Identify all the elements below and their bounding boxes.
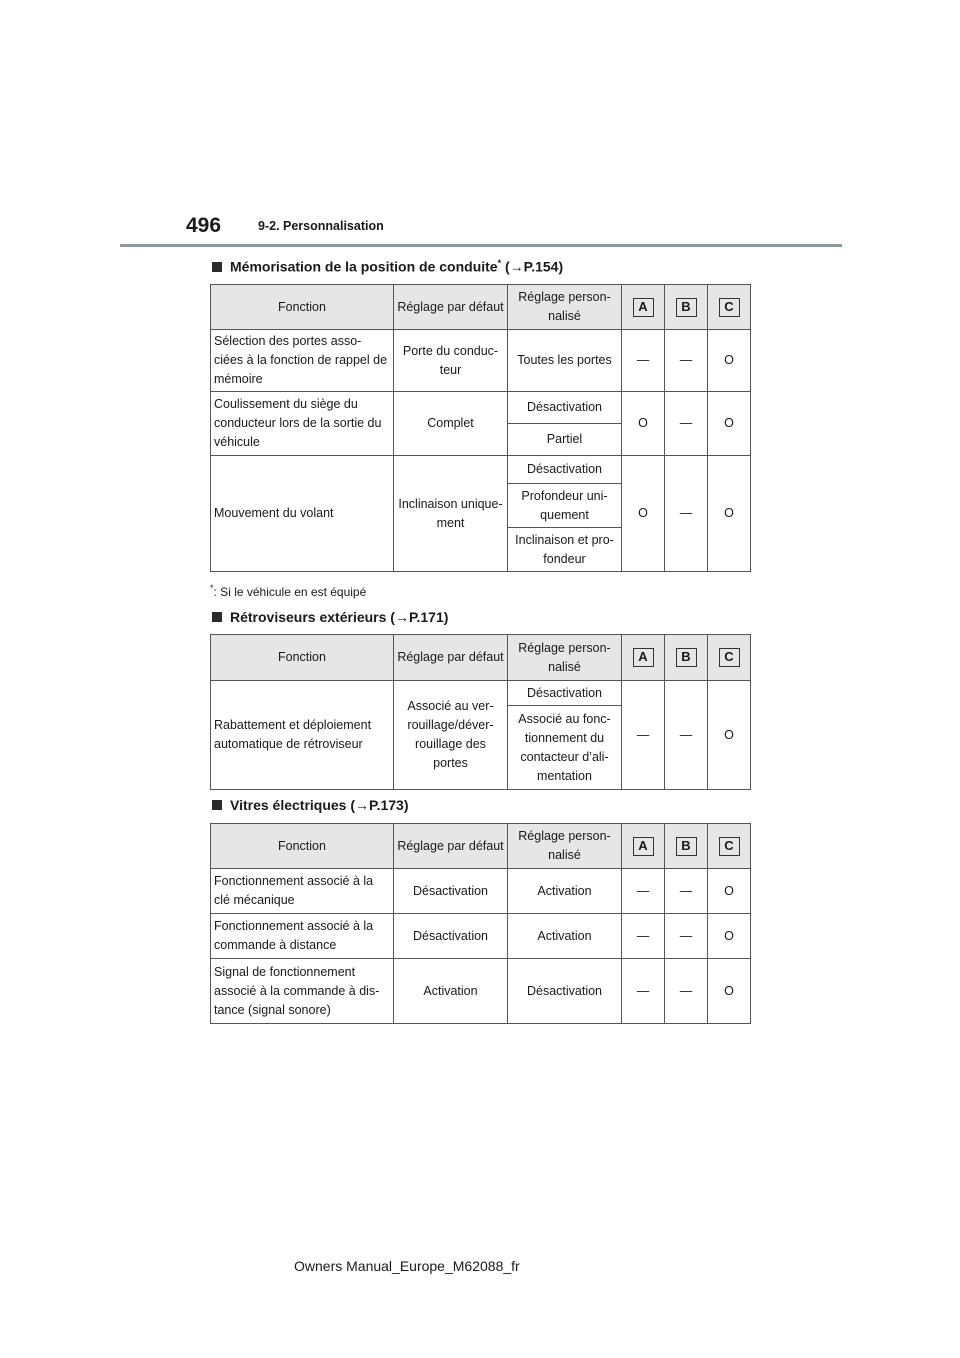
- cell-custom: Désactivation: [508, 392, 622, 424]
- letter-c-badge: C: [719, 298, 740, 317]
- cell-custom: Activation: [508, 869, 622, 914]
- col-header-custom: Réglage person-nalisé: [508, 635, 622, 681]
- cell-b: —: [665, 456, 708, 572]
- cell-a: —: [622, 330, 665, 392]
- cell-custom: Activation: [508, 914, 622, 959]
- col-header-a: [622, 824, 665, 869]
- table-power-windows: [210, 823, 751, 1024]
- cell-b: —: [665, 681, 708, 790]
- table-header-row: [211, 285, 751, 330]
- cell-a: —: [622, 914, 665, 959]
- letter-b-badge: B: [676, 837, 697, 856]
- col-header-c: [708, 635, 751, 681]
- letter-a-badge: A: [633, 648, 654, 667]
- cell-a: —: [622, 959, 665, 1024]
- col-header-default: Réglage par défaut: [394, 824, 508, 869]
- col-header-a: [622, 635, 665, 681]
- letter-b-badge: B: [676, 648, 697, 667]
- col-header-custom: Réglage person-nalisé: [508, 824, 622, 869]
- cell-b: —: [665, 959, 708, 1024]
- cell-default: Désactivation: [394, 914, 508, 959]
- square-bullet-icon: [212, 612, 222, 622]
- section-title-exterior-mirrors: [212, 609, 448, 625]
- letter-c-badge: C: [719, 837, 740, 856]
- cell-function: Rabattement et déploiement automatique de rétroviseur: [211, 681, 394, 790]
- col-header-c: [708, 285, 751, 330]
- cell-c: O: [708, 914, 751, 959]
- col-header-custom: Réglage person-nalisé: [508, 285, 622, 330]
- cell-c: O: [708, 456, 751, 572]
- footer-manual-id: Owners Manual_Europe_M62088_fr: [294, 1258, 520, 1274]
- table-row: [211, 456, 751, 484]
- footnote: [210, 583, 366, 599]
- cell-c: O: [708, 681, 751, 790]
- cell-c: O: [708, 869, 751, 914]
- cell-a: O: [622, 456, 665, 572]
- table-header-row: [211, 635, 751, 681]
- cell-default: Inclinaison unique-ment: [394, 456, 508, 572]
- header-rule: [120, 244, 842, 247]
- cell-custom: Toutes les portes: [508, 330, 622, 392]
- table-exterior-mirrors: [210, 634, 751, 790]
- cell-default: Complet: [394, 392, 508, 456]
- section-title-text: Vitres électriques: [230, 797, 347, 813]
- footnote-mark: *: [210, 583, 214, 593]
- page-reference: (→P.154): [501, 258, 564, 275]
- cell-function: Fonctionnement associé à la clé mécanique: [211, 869, 394, 914]
- footnote-text: : Si le véhicule en est équipé: [213, 585, 367, 599]
- letter-a-badge: A: [633, 837, 654, 856]
- cell-function: Fonctionnement associé à la commande à distance: [211, 914, 394, 959]
- col-header-default: Réglage par défaut: [394, 635, 508, 681]
- letter-a-badge: A: [633, 298, 654, 317]
- section-title-text: Rétroviseurs extérieurs: [230, 609, 387, 625]
- table-row: [211, 869, 751, 914]
- col-header-b: [665, 824, 708, 869]
- col-header-function: Fonction: [211, 635, 394, 681]
- page-reference: (→P.171): [386, 609, 449, 625]
- cell-custom: Inclinaison et pro-fondeur: [508, 528, 622, 572]
- col-header-b: [665, 635, 708, 681]
- cell-function: Signal de fonctionnement associé à la commande à dis-tance (signal sonore): [211, 959, 394, 1024]
- chapter-title: 9-2. Personnalisation: [258, 219, 384, 233]
- col-header-a: [622, 285, 665, 330]
- cell-default: Désactivation: [394, 869, 508, 914]
- cell-function: Mouvement du volant: [211, 456, 394, 572]
- cell-default: Porte du conduc-teur: [394, 330, 508, 392]
- cell-b: —: [665, 330, 708, 392]
- cell-a: O: [622, 392, 665, 456]
- col-header-function: Fonction: [211, 285, 394, 330]
- col-header-c: [708, 824, 751, 869]
- cell-default: Associé au ver-rouillage/déver-rouillage des portes: [394, 681, 508, 790]
- cell-custom: Profondeur uni-quement: [508, 484, 622, 528]
- letter-c-badge: C: [719, 648, 740, 667]
- cell-function: Coulissement du siège du conducteur lors de la sortie du véhicule: [211, 392, 394, 456]
- page-number: 496: [186, 214, 222, 237]
- section-title-driving-position-memory: [212, 258, 563, 275]
- cell-default: Activation: [394, 959, 508, 1024]
- cell-custom: Désactivation: [508, 456, 622, 484]
- table-row: [211, 330, 751, 392]
- col-header-function: Fonction: [211, 824, 394, 869]
- col-header-default: Réglage par défaut: [394, 285, 508, 330]
- cell-custom: Associé au fonc-tionnement du contacteur d’ali-mentation: [508, 706, 622, 790]
- table-row: [211, 681, 751, 706]
- table-header-row: [211, 824, 751, 869]
- cell-c: O: [708, 392, 751, 456]
- section-title-power-windows: [212, 797, 408, 813]
- cell-c: O: [708, 330, 751, 392]
- cell-c: O: [708, 959, 751, 1024]
- table-row: [211, 914, 751, 959]
- square-bullet-icon: [212, 800, 222, 810]
- cell-a: —: [622, 681, 665, 790]
- cell-function: Sélection des portes asso-ciées à la fonction de rappel de mémoire: [211, 330, 394, 392]
- letter-b-badge: B: [676, 298, 697, 317]
- table-row: [211, 392, 751, 424]
- cell-custom: Partiel: [508, 424, 622, 456]
- table-row: [211, 959, 751, 1024]
- section-title-text: Mémorisation de la position de conduite: [230, 258, 498, 275]
- cell-b: —: [665, 869, 708, 914]
- cell-b: —: [665, 914, 708, 959]
- square-bullet-icon: [212, 262, 222, 272]
- cell-b: —: [665, 392, 708, 456]
- page-reference: (→P.173): [346, 797, 409, 813]
- cell-custom: Désactivation: [508, 959, 622, 1024]
- table-driving-position-memory: [210, 284, 751, 572]
- cell-custom: Désactivation: [508, 681, 622, 706]
- cell-a: —: [622, 869, 665, 914]
- col-header-b: [665, 285, 708, 330]
- asterisk-mark: *: [497, 258, 502, 268]
